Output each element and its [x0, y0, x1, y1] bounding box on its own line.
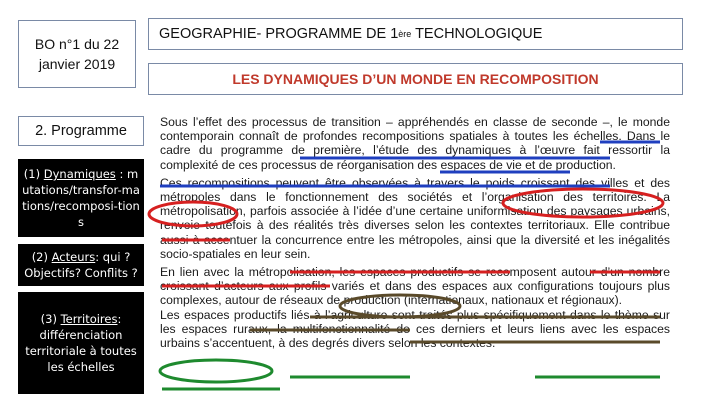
item3-prefix: (3) — [40, 312, 61, 326]
item1-prefix: (1) — [23, 167, 44, 181]
bo-line-1: BO n°1 du 22 — [34, 36, 120, 52]
programme-label: 2. Programme — [35, 123, 127, 139]
title-end: TECHNOLOGIQUE — [411, 26, 543, 42]
excerpt-paragraph-4: Les espaces productifs liés à l’agriculture sont traités plus spécifiquement dans le thème sur les espaces ruraux, la multifonctionnalité de ces derniers et leurs liens avec les espaces urbains s’accentuent, à des degrés divers selon les contextes. — [160, 307, 670, 351]
subtitle-text: LES DYNAMIQUES D’UN MONDE EN RECOMPOSITION — [232, 71, 599, 87]
sidebar-item-territoires — [18, 292, 144, 394]
excerpt-paragraph-1: Sous l’effet des processus de transition – appréhendés en classe de seconde –, le monde contemporain connaît de profondes recompositions spatiales à toutes les échelles. Dans le cadre du programme de première, l’étude des dynamiques à l’œuvre fait ressortir la complexité de ces processus de réorganisation des espaces de vie et de production. — [160, 115, 670, 172]
bo-line-2: janvier 2019 — [38, 56, 116, 72]
title-main: GEOGRAPHIE- PROGRAMME DE 1 — [159, 26, 399, 42]
sidebar-item-acteurs — [18, 244, 144, 286]
item2-keyword: Acteurs — [51, 250, 96, 264]
item3-keyword: Territoires — [60, 312, 118, 326]
bo-reference — [18, 20, 136, 88]
item2-rest: : qui ? Objectifs? Conflits ? — [24, 250, 138, 280]
title-superscript: ère — [398, 29, 412, 39]
excerpt-paragraph-3: En lien avec la métropolisation, les espaces productifs se recomposent autour d’un nombre croissant d’acteurs aux profils variés et dans des espaces aux configurations toujours plus complexes, autour de réseaux de production (internationaux, nationaux et régionaux). — [160, 265, 670, 308]
item2-prefix: (2) — [31, 250, 52, 264]
excerpt-paragraph-2: Ces recompositions peuvent être observées à travers le poids croissant des villes et des métropoles dans le fonctionnement des sociétés et l’organisation des territoires. La métropolisation, parfois associée à l’idée d’une certaine uniformisation des paysages urbains, renvoie toutefois à des réalités très diverses selon les contextes territoriaux. Elle contribue aussi à accentuer la concurrence entre les métropoles, ainsi que la diversité et les inégalités socio-spatiales en leur sein. — [160, 175, 670, 261]
programme-heading — [18, 116, 144, 146]
item1-rest: : mutations/transfor-mations/recomposi-tions — [22, 167, 140, 229]
page-subtitle — [148, 63, 683, 95]
item3-rest: : différenciation territoriale à toutes les échelles — [25, 312, 137, 374]
programme-excerpt — [160, 115, 670, 405]
sidebar-item-dynamiques — [18, 159, 144, 237]
item1-keyword: Dynamiques — [43, 167, 116, 181]
page-title — [148, 18, 683, 50]
